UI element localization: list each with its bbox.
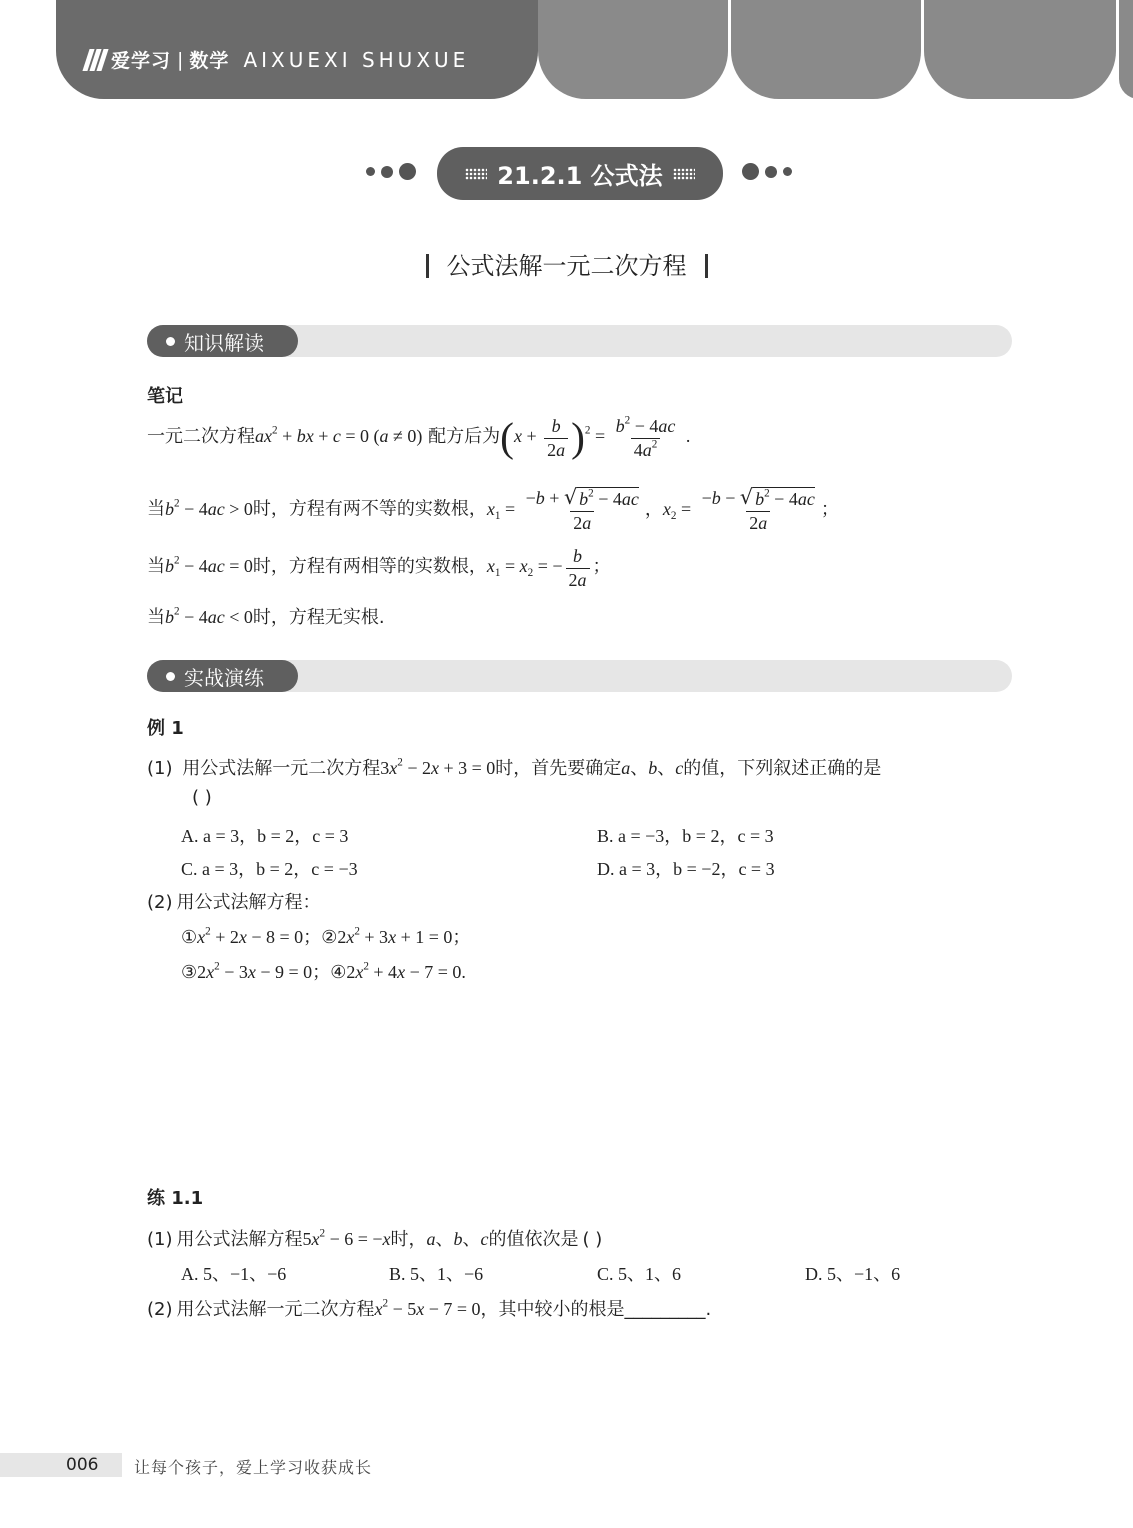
knowledge-section-bar (147, 325, 1012, 357)
example-question-2: (2) 用公式法解方程： (147, 892, 321, 913)
practice-section-bar (147, 660, 1012, 692)
case-negative-line: 当$b^2 - 4ac < 0$时，方程无实根. (147, 605, 385, 628)
brand-logo-icon (86, 49, 105, 71)
page-subtitle: 公式法解一元二次方程 (0, 246, 1133, 281)
header-tab-4 (1119, 0, 1133, 99)
brand-separator: | (177, 48, 184, 71)
option-a: A. a = 3，b = 2，c = 3 (181, 826, 349, 846)
footer-slogan: 让每个孩子，爱上学习收获成长 (134, 1458, 373, 1477)
section-title: 21.2.1 公式法 (497, 162, 663, 190)
exercise-question-1: (1) 用公式法解方程$5x^2 - 6 = -x$时，a、b、c的值依次是 ( ) (147, 1227, 603, 1250)
exercise-label: 练 1.1 (147, 1188, 204, 1209)
title-dots-left (366, 163, 416, 180)
option-b: B. a = −3，b = 2，c = 3 (597, 826, 774, 846)
case-zero-line: 当$b^2 - 4ac = 0$时，方程有两相等的实数根，$x_1 = x_2$ = − $\frac{b}{2a}$ ； (147, 546, 611, 590)
exercise-option-a: A. 5、−1、−6 (181, 1264, 287, 1284)
brand-english: AIXUEXI SHUXUE (243, 47, 470, 72)
header-tab-3 (924, 0, 1116, 99)
header-tab-2 (731, 0, 921, 99)
example-question-1-blank: ( ) (192, 787, 212, 808)
exercise-option-c: C. 5、1、6 (597, 1264, 682, 1284)
exercise-question-2: (2) 用公式法解一元二次方程$x^2 - 5x - 7 = 0$，其中较小的根是_________. (147, 1297, 712, 1320)
option-d: D. a = 3，b = −2，c = 3 (597, 859, 775, 879)
title-dots-right (742, 163, 792, 180)
note-label: 笔记 (147, 386, 183, 407)
bullet-icon (166, 672, 175, 681)
dot-grid-icon (673, 168, 695, 180)
equation-list-1: $①x^2 + 2x - 8 = 0$；$②2x^2 + 3x + 1 = 0$； (181, 925, 471, 948)
subject-name: 数学 (189, 50, 230, 72)
equation-list-2: $③2x^2 - 3x - 9 = 0$；$④2x^2 + 4x - 7 = 0$. (181, 960, 466, 983)
case-positive-line: 当$b^2 - 4ac > 0$时，方程有两不等的实数根，$x_1$ = −b + √ $b^2 - 4ac$ 2a ，$x_2$ = −b − √ $b^2 - 4ac$ 2a ； (147, 485, 839, 533)
option-c: C. a = 3，b = 2，c = −3 (181, 859, 358, 879)
exercise-option-b: B. 5、1、−6 (389, 1264, 484, 1284)
bullet-icon (166, 337, 175, 346)
header-logo (86, 46, 469, 73)
footer-page-bar (0, 1453, 122, 1477)
exercise-option-d: D. 5、−1、6 (805, 1264, 901, 1284)
dot-grid-icon (465, 168, 487, 180)
example-question-1: (1) 用公式法解一元二次方程$3x^2 - 2x + 3 = 0$时，首先要确定a、b、c的值，下列叙述正确的是 (147, 756, 882, 779)
section-title-pill (437, 147, 723, 200)
example-label: 例 1 (147, 718, 184, 739)
knowledge-label: 知识解读 (184, 330, 264, 355)
brand-name: 爱学习 (111, 50, 172, 72)
page-number: 006 (66, 1455, 99, 1475)
header-tab-1 (538, 0, 728, 99)
practice-label: 实战演练 (184, 665, 264, 690)
completing-square-line: 一元二次方程$ax^2$ + bx + c = 0 (a ≠ 0) 配方后为(x + $\frac{b}{2a}$ )$^2$ = $\frac{b^2 - 4ac}{4a^2}$ . (147, 414, 691, 461)
